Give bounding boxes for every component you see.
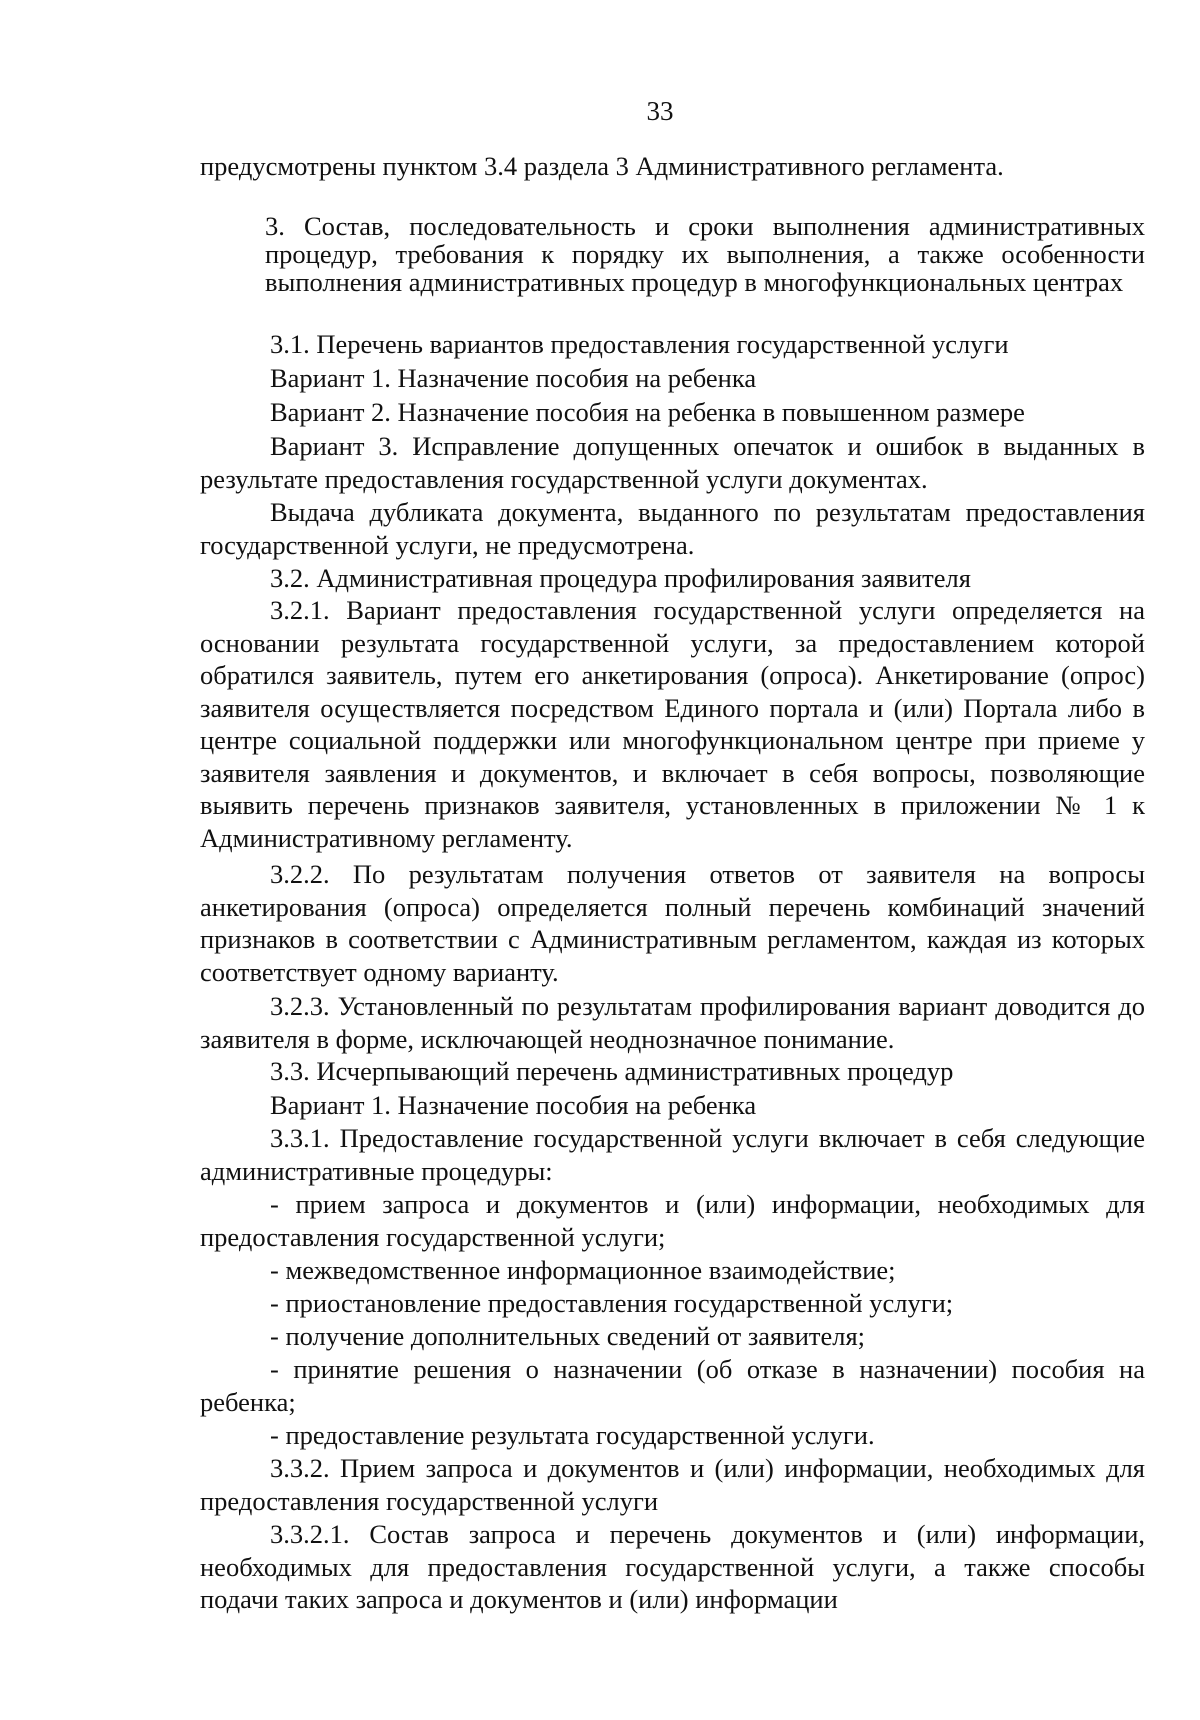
paragraph-duplicate: Выдача дубликата документа, выданного по результатам предоставления государственной услуги, не предусмотрена. [200, 497, 1145, 560]
paragraph-3-2-2: 3.2.2. По результатам получения ответов от заявителя на вопросы анкетирования (опроса) определяется полный перечень комбинаций значений признаков в соответствии с Административным регламентом, каждая из которых соответствует одному варианту. [200, 859, 1145, 987]
paragraph-3-3-1: 3.3.1. Предоставление государственной услуги включает в себя следующие административные процедуры: [200, 1123, 1145, 1186]
list-item: - межведомственное информационное взаимодействие; [270, 1255, 896, 1285]
list-item: - прием запроса и документов и (или) информации, необходимых для предоставления государственной услуги; [200, 1189, 1145, 1252]
paragraph-continuation: предусмотрены пунктом 3.4 раздела 3 Административного регламента. [200, 151, 1004, 181]
paragraph-variant-1: Вариант 1. Назначение пособия на ребенка [270, 363, 757, 393]
list-item: - принятие решения о назначении (об отказе в назначении) пособия на ребенка; [200, 1354, 1145, 1417]
paragraph-3-2: 3.2. Административная процедура профилирования заявителя [270, 563, 971, 593]
list-item: - приостановление предоставления государственной услуги; [270, 1288, 954, 1318]
paragraph-3-3-2: 3.3.2. Прием запроса и документов и (или) информации, необходимых для предоставления государственной услуги [200, 1453, 1145, 1516]
list-item: - предоставление результата государственной услуги. [270, 1420, 875, 1450]
paragraph-3-3-2-1: 3.3.2.1. Состав запроса и перечень документов и (или) информации, необходимых для предоставления государственной услуги, а также способы подачи таких запроса и документов и (или) информации [200, 1519, 1145, 1614]
paragraph-variant-1-repeat: Вариант 1. Назначение пособия на ребенка [270, 1090, 757, 1120]
paragraph-3-2-1: 3.2.1. Вариант предоставления государственной услуги определяется на основании результата государственной услуги, за предоставлением которой обратился заявитель, путем его анкетирования (опроса). Анкетирование (опрос) заявителя осуществляется посредством Единого портала и (или) Портала либо в центре социальной поддержки или многофункциональном центре при приеме у заявителя заявления и документов, и включает в себя вопросы, позволяющие выявить перечень признаков заявителя, установленных в приложении № 1 к Административному регламенту. [200, 595, 1145, 853]
page-number: 33 [646, 96, 674, 126]
paragraph-3-3: 3.3. Исчерпывающий перечень административных процедур [270, 1056, 954, 1086]
section-heading-3: 3. Состав, последовательность и сроки выполнения административных процедур, требования к порядку их выполнения, а также особенности выполнения административных процедур в многофункциональных центрах [265, 211, 1145, 297]
paragraph-3-2-3: 3.2.3. Установленный по результатам профилирования вариант доводится до заявителя в форме, исключающей неоднозначное понимание. [200, 991, 1145, 1054]
paragraph-variant-2: Вариант 2. Назначение пособия на ребенка в повышенном размере [270, 397, 1025, 427]
list-item: - получение дополнительных сведений от заявителя; [270, 1321, 866, 1351]
paragraph-variant-3: Вариант 3. Исправление допущенных опечаток и ошибок в выданных в результате предоставления государственной услуги документах. [200, 431, 1145, 494]
paragraph-3-1: 3.1. Перечень вариантов предоставления государственной услуги [270, 329, 1009, 359]
